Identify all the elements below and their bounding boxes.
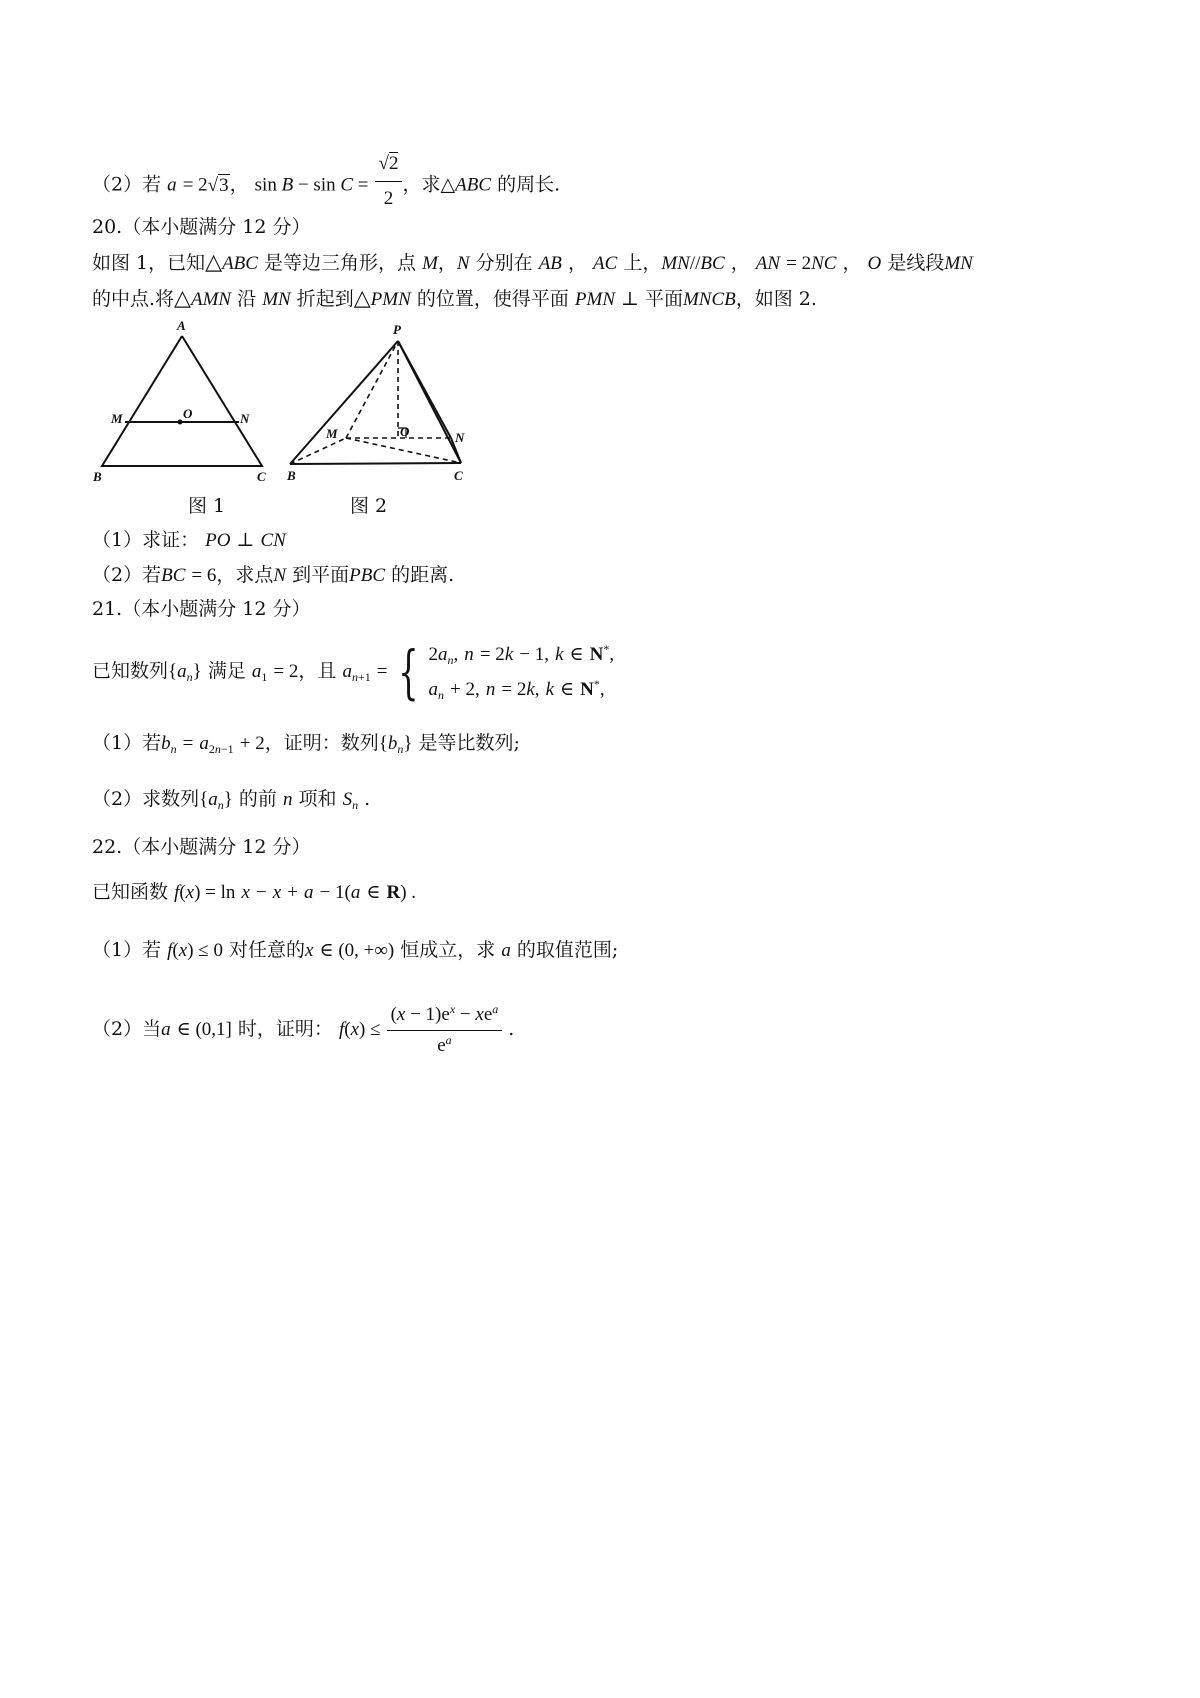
figure-2-pyramid <box>288 318 513 488</box>
q20-part1: （1）求证： PO ⊥ CN <box>92 529 286 551</box>
q22-stem: 已知函数 f(x) = ln x − x + a − 1(a ∈ R) . <box>92 881 417 903</box>
triangle-icon: △ <box>353 285 371 310</box>
q19-math-sin: sin B − sin C = <box>254 174 369 196</box>
q22-frac: $\frac{(x - 1)e^x - xe^a}{e^a}$ <box>387 1003 503 1058</box>
fig1-label-C: C <box>257 469 266 484</box>
fig1-label-B: B <box>93 469 102 484</box>
q22-part2: （2）当a ∈ (0,1] 时，证明： f(x) ≤ $\frac{(x - 1)e^x - xe^a}{e^a}$ . <box>92 1001 515 1056</box>
fig2-label-N: N <box>455 430 465 445</box>
triangle-icon: △ <box>174 285 191 310</box>
q20-heading: 20.（本小题满分 12 分） <box>92 216 311 238</box>
fig1-label-M: M <box>111 411 123 426</box>
fig2-label-M: M <box>326 426 338 441</box>
q21-heading: 21.（本小题满分 12 分） <box>92 598 311 620</box>
fig2-label-P: P <box>393 322 401 337</box>
sqrt-symbol: √3 <box>207 174 229 196</box>
figure-2-caption: 图 2 <box>350 495 388 517</box>
fig2-label-C: C <box>454 468 463 483</box>
left-brace-icon: { <box>397 638 419 706</box>
q21-part2: （2）求数列$\{a_n\}$ 的前 n 项和 $S_n$ . <box>92 788 371 812</box>
triangle-icon: △ <box>205 249 223 274</box>
fig1-label-A: A <box>177 318 186 333</box>
q21-stem: 已知数列$\{a_n\}$ 满足 $a_1 = 2$，且 $a_{n+1}$ = { $2a_n$, n = 2k − 1, k ∈ N*, $a_n + 2$, n = 2k, k ∈ N*, <box>92 638 615 706</box>
q19-math-a: a <box>167 174 177 196</box>
figure-1-triangle <box>90 318 290 488</box>
q20-line2: 的中点.将△AMN 沿 MN 折起到△PMN 的位置，使得平面 PMN ⊥ 平面MNCB，如图 2. <box>92 285 817 310</box>
fig1-label-O: O <box>183 406 193 421</box>
q19-part2: （2）若 a = 2√3， sin B − sin C = $\frac{√2}{2}$ ，求△ABC 的周长. <box>92 154 560 217</box>
q19-part2-label: （2）若 <box>92 173 162 196</box>
q21-cases: $2a_n$, n = 2k − 1, k ∈ N*, $a_n + 2$, n = 2k, k ∈ N*, <box>428 642 615 702</box>
figure-1-caption: 图 1 <box>188 495 226 517</box>
fig1-label-N: N <box>240 411 250 426</box>
q19-frac: $\frac{√2}{2}$ <box>375 150 403 213</box>
triangle-icon: △ <box>440 174 456 196</box>
q22-heading: 22.（本小题满分 12 分） <box>92 836 311 858</box>
fig2-label-O: O <box>400 424 410 439</box>
q22-part1: （1）若 f(x) ≤ 0 对任意的x ∈ (0, +∞) 恒成立，求 a 的取值范围; <box>92 939 619 961</box>
q20-line1: 如图 1，已知△ABC 是等边三角形，点 M，N 分别在 AB ， AC 上，MN//BC ， AN = 2NC ， O 是线段MN <box>92 249 973 274</box>
q21-part1: （1）若$b_n = a_{2n-1} + 2$，证明：数列$\{b_n\}$ 是等比数列; <box>92 732 520 756</box>
fig2-label-B: B <box>287 468 296 483</box>
q20-part2: （2）若BC = 6，求点N 到平面PBC 的距离. <box>92 564 455 586</box>
